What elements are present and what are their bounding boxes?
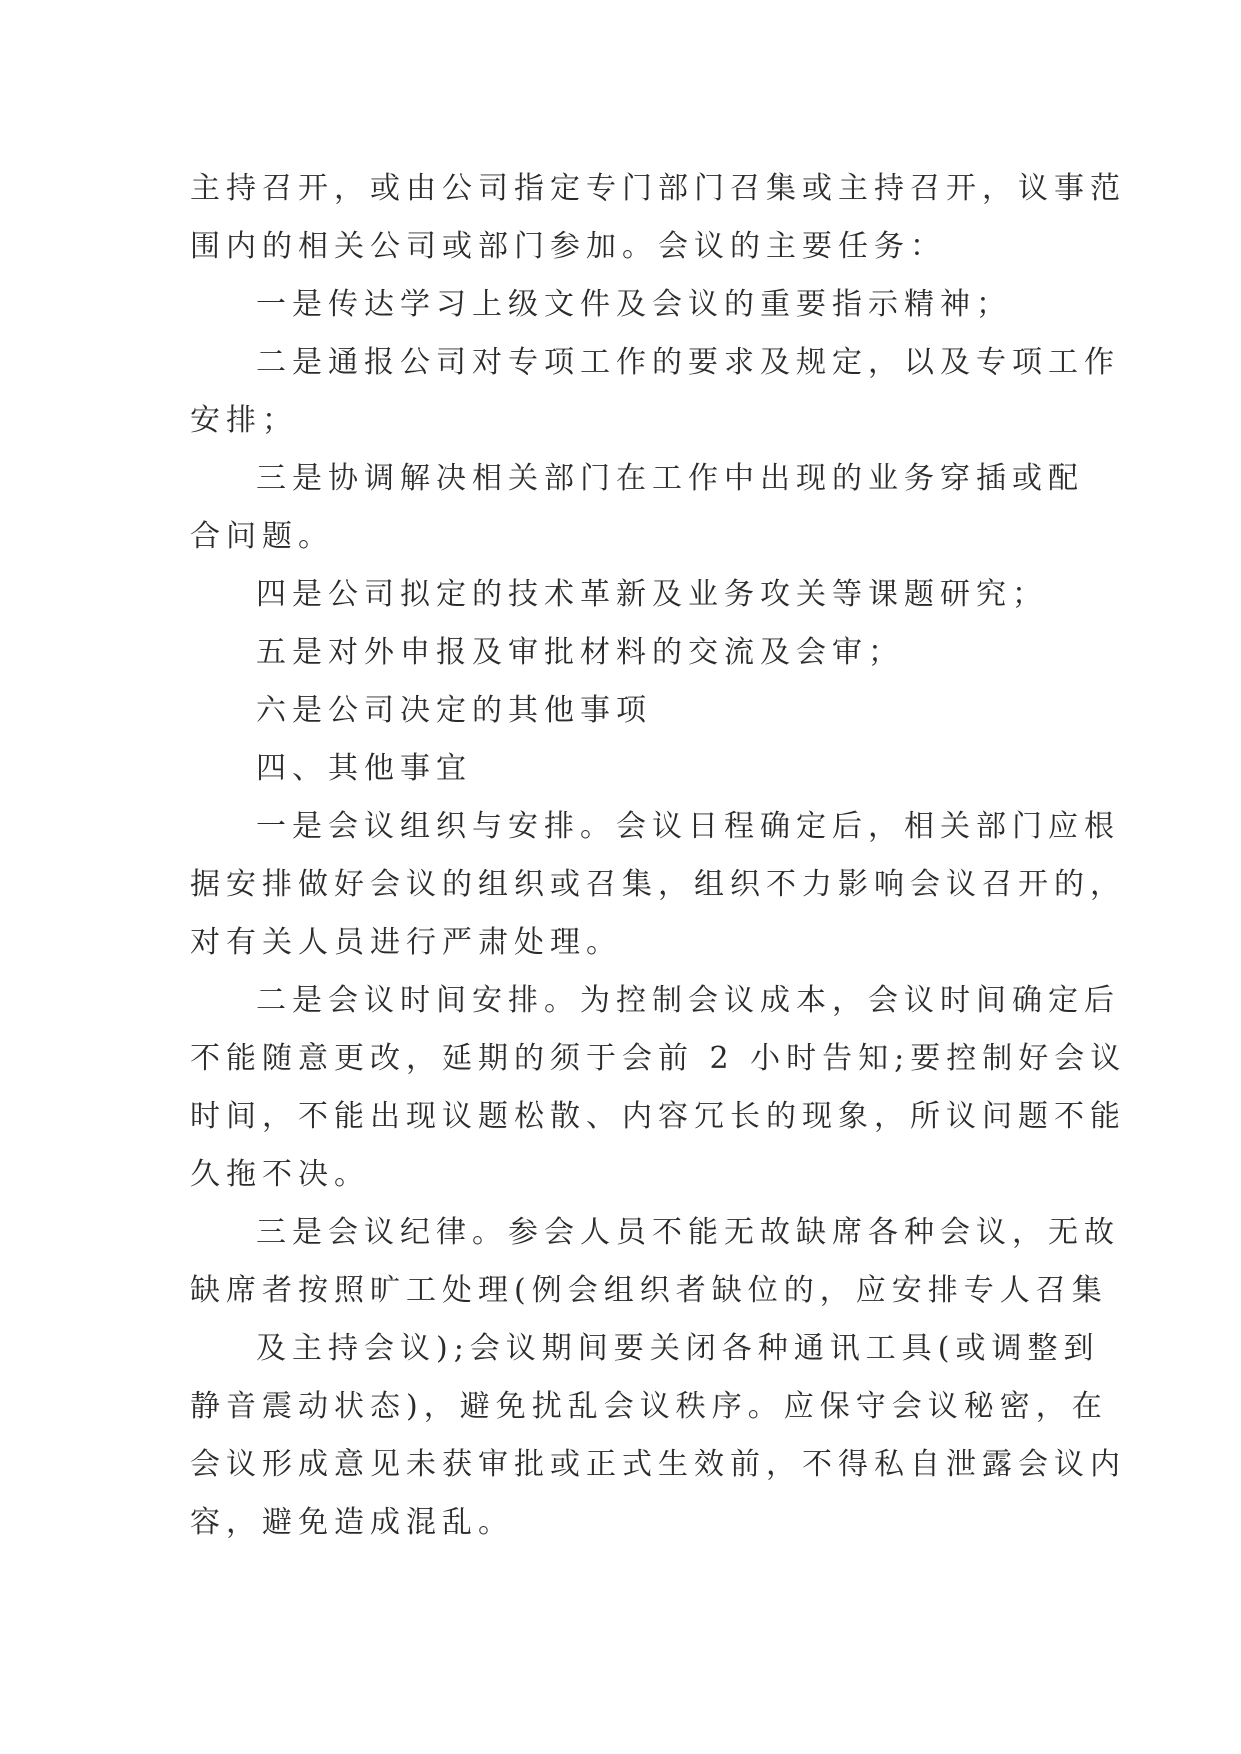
text-line: 二是通报公司对专项工作的要求及规定，以及专项工作: [256, 345, 1120, 380]
text-line: 对有关人员进行严肃处理。: [190, 925, 622, 960]
text-line: 一是传达学习上级文件及会议的重要指示精神；: [256, 287, 1012, 322]
text-line: 四是公司拟定的技术革新及业务攻关等课题研究；: [256, 577, 1048, 612]
text-line: 缺席者按照旷工处理(例会组织者缺位的，应安排专人召集: [190, 1273, 1108, 1308]
text-line: 合问题。: [190, 519, 334, 554]
text-line: 五是对外申报及审批材料的交流及会审；: [256, 635, 904, 670]
text-line: 容，避免造成混乱。: [190, 1505, 514, 1540]
text-line: 一是会议组织与安排。会议日程确定后，相关部门应根: [256, 809, 1120, 844]
document-body: [190, 160, 1127, 1552]
text-line: 静音震动状态)，避免扰乱会议秩序。应保守会议秘密，在: [190, 1389, 1108, 1424]
text-line: 围内的相关公司或部门参加。会议的主要任务：: [190, 229, 946, 264]
text-line: 会议形成意见未获审批或正式生效前，不得私自泄露会议内: [190, 1447, 1126, 1482]
section-heading: 四、其他事宜: [256, 751, 472, 786]
text-line: 二是会议时间安排。为控制会议成本，会议时间确定后: [256, 983, 1120, 1018]
text-line: 三是协调解决相关部门在工作中出现的业务穿插或配: [256, 461, 1084, 496]
text-line: 不能随意更改，延期的须于会前 2 小时告知;要控制好会议: [190, 1041, 1127, 1076]
text-line: 时间，不能出现议题松散、内容冗长的现象，所议问题不能: [190, 1099, 1126, 1134]
text-line: 六是公司决定的其他事项: [256, 693, 652, 728]
text-line: 主持召开，或由公司指定专门部门召集或主持召开，议事范: [190, 171, 1126, 206]
text-line: 据安排做好会议的组织或召集，组织不力影响会议召开的，: [190, 867, 1126, 902]
text-line: 安排；: [190, 403, 298, 438]
text-line: 三是会议纪律。参会人员不能无故缺席各种会议，无故: [256, 1215, 1120, 1250]
text-line: 及主持会议);会议期间要关闭各种通讯工具(或调整到: [256, 1331, 1100, 1366]
text-line: 久拖不决。: [190, 1157, 370, 1192]
